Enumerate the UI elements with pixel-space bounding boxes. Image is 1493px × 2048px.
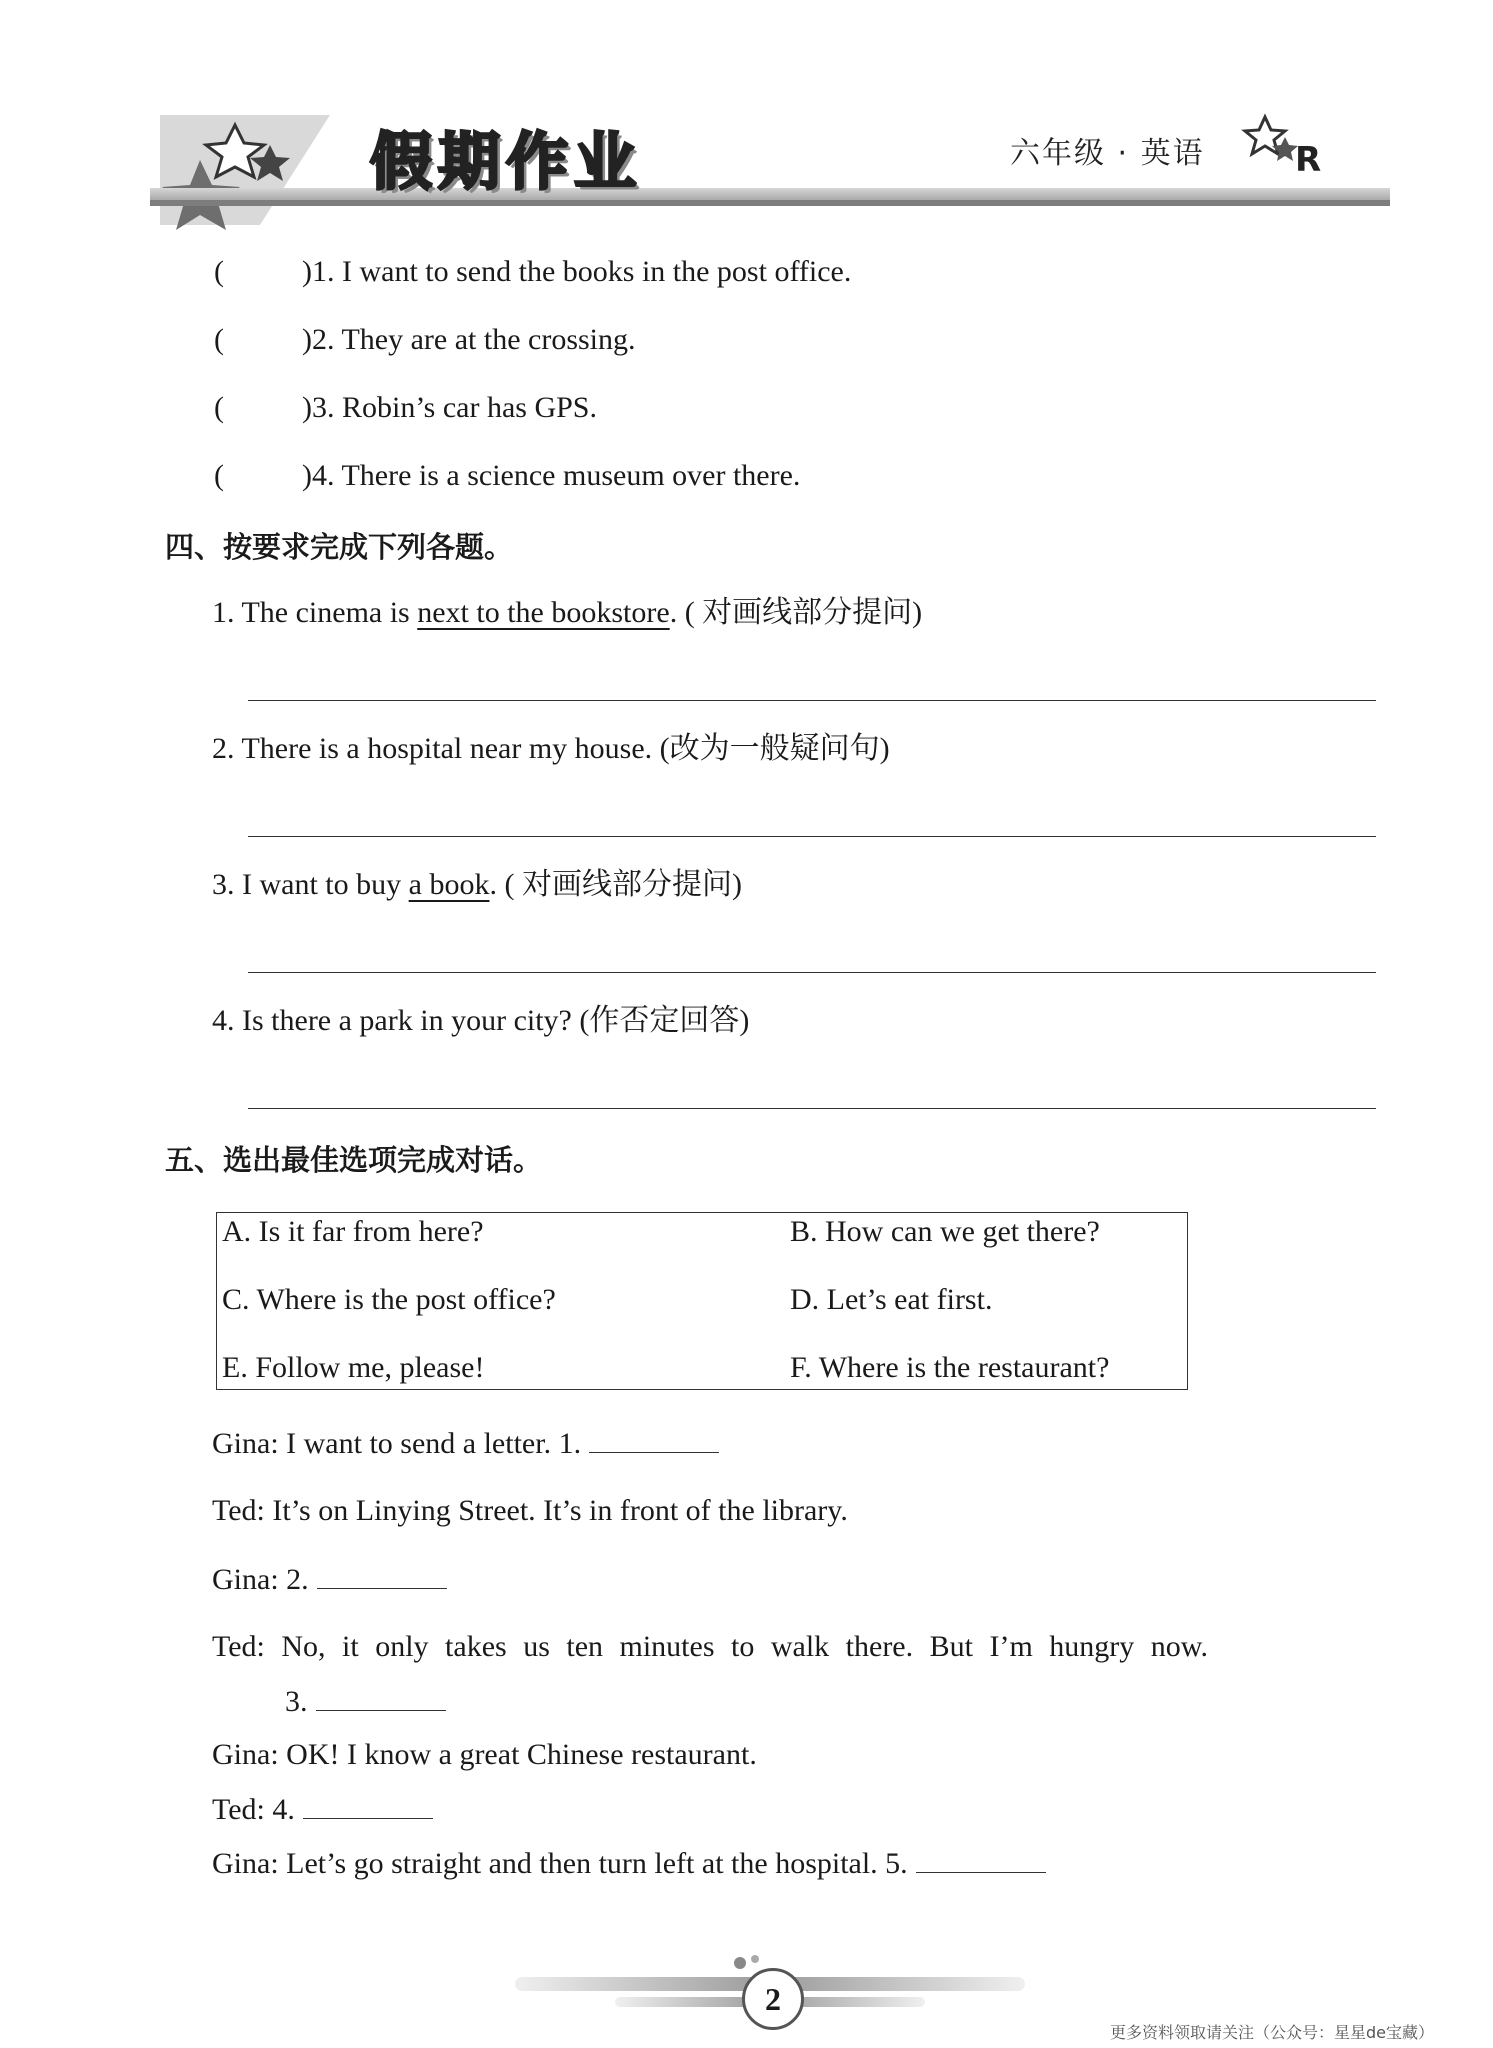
blank-3[interactable]	[316, 1684, 446, 1711]
header-band-dark	[150, 200, 1390, 206]
header-title: 假期作业	[370, 125, 643, 198]
dialogue-text-5: 3.	[285, 1685, 308, 1718]
dialogue-line-4: Ted: No, it only takes us ten minutes to walk there. But I’m hungry now.	[212, 1630, 1208, 1663]
dialogue-line-2: Ted: It’s on Linying Street. It’s in front of the library.	[212, 1494, 848, 1527]
q3-underlined: a book	[408, 868, 490, 901]
dialogue-line-3	[212, 1562, 447, 1598]
section4-question-4: 4. Is there a park in your city? (作否定回答)	[212, 1004, 750, 1037]
dialogue-text-8: Gina: Let’s go straight and then turn left at the hospital. 5.	[212, 1847, 908, 1880]
q1-underlined: next to the bookstore	[417, 596, 670, 629]
option-f: F. Where is the restaurant?	[790, 1351, 1110, 1384]
section4-question-2: 2. There is a hospital near my house. (改为一般疑问句)	[212, 732, 890, 765]
q1-pre: 1. The cinema is	[212, 596, 418, 629]
judge-paren-1: (	[214, 255, 224, 288]
blank-1[interactable]	[589, 1426, 719, 1453]
judge-paren-4: (	[214, 459, 224, 492]
header-star-logo	[140, 105, 340, 240]
option-b: B. How can we get there?	[790, 1215, 1100, 1248]
option-c: C. Where is the post office?	[222, 1283, 556, 1316]
judge-item-3: )3. Robin’s car has GPS.	[302, 391, 597, 424]
page-number: 2	[742, 1968, 804, 2030]
dialogue-text-3: Gina: 2.	[212, 1563, 309, 1596]
dialogue-line-5	[285, 1684, 446, 1720]
judge-item-4: )4. There is a science museum over there.	[302, 459, 801, 492]
dialogue-line-7	[212, 1792, 433, 1828]
dialogue-text-7: Ted: 4.	[212, 1793, 295, 1826]
judge-item-2: )2. They are at the crossing.	[302, 323, 636, 356]
dialogue-text-1: Gina: I want to send a letter. 1.	[212, 1427, 582, 1460]
header-grade: 六年级 · 英语	[1010, 136, 1205, 171]
header-badge: R	[1295, 140, 1322, 180]
judge-item-1: )1. I want to send the books in the post office.	[302, 255, 852, 288]
footer-note: 更多资料领取请关注（公众号：星星de宝藏）	[1110, 2023, 1435, 2042]
section4-heading: 四、按要求完成下列各题。	[165, 530, 514, 564]
q3-post: . ( 对画线部分提问)	[489, 868, 742, 901]
dialogue-line-1	[212, 1426, 719, 1462]
answer-line-3[interactable]	[248, 972, 1376, 973]
option-e: E. Follow me, please!	[222, 1351, 485, 1384]
section4-question-1	[212, 596, 922, 631]
judge-paren-2: (	[214, 323, 224, 356]
q1-post: . ( 对画线部分提问)	[669, 596, 923, 629]
option-a: A. Is it far from here?	[222, 1215, 484, 1248]
judge-paren-3: (	[214, 391, 224, 424]
answer-line-1[interactable]	[248, 700, 1376, 701]
blank-4[interactable]	[303, 1792, 433, 1819]
option-d: D. Let’s eat first.	[790, 1283, 993, 1316]
dialogue-line-6: Gina: OK! I know a great Chinese restaurant.	[212, 1738, 757, 1771]
section4-question-3	[212, 868, 742, 903]
answer-line-4[interactable]	[248, 1108, 1376, 1109]
blank-5[interactable]	[916, 1846, 1046, 1873]
q3-pre: 3. I want to buy	[212, 868, 409, 901]
section5-heading: 五、选出最佳选项完成对话。	[165, 1143, 543, 1177]
answer-line-2[interactable]	[248, 836, 1376, 837]
dialogue-line-8	[212, 1846, 1046, 1882]
blank-2[interactable]	[317, 1562, 447, 1589]
